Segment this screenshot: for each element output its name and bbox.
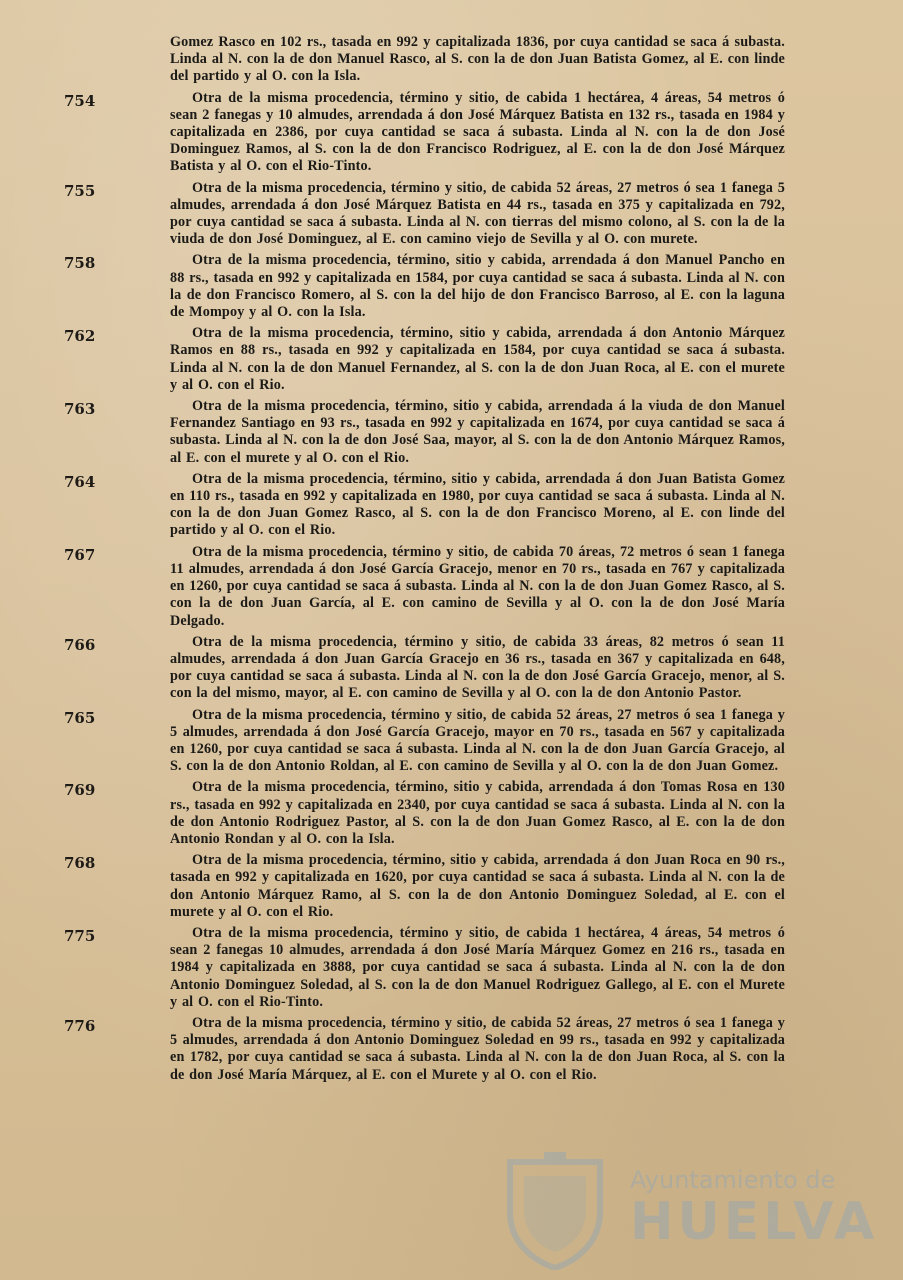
entry-text: Otra de la misma procedencia, término, sitio y cabida, arrendada á don Manuel Pancho en 88 rs., tasada en 992 y capitalizada en 1584, por cuya cantidad se saca á subasta. Linda al N. con la de don Francisco Romero, al S. con la del hijo de don Francisco Barroso, al E. con la laguna de Mompoy y al O. con la Isla. xyxy=(170,252,785,321)
entry-text: Otra de la misma procedencia, término y sitio, de cabida 70 áreas, 72 metros ó sean 1 fanega 11 almudes, arrendada á don José García Gracejo, menor en 70 rs., tasada en 767 y capitalizada en 1260, por cuya cantidad se saca á subasta. Linda al N. con la de don Juan Gomez Rasco, al S. con la de don Juan García, al E. con camino de Sevilla y al O. con la de don José María Delgado. xyxy=(170,543,785,629)
entry-text: Otra de la misma procedencia, término, sitio y cabida, arrendada á don Tomas Rosa en 130 rs., tasada en 992 y capitalizada en 2340, por cuya cantidad se saca á subasta. Linda al N. con la de don Antonio Rodriguez Pastor, al S. con la de don Juan Gomez Rasco, al E. con la de don Antonio Rondan y al O. con la Isla. xyxy=(170,779,785,847)
entry-text: Otra de la misma procedencia, término, sitio y cabida, arrendada á don Antonio Márquez Ramos en 88 rs., tasada en 992 y capitalizada en 1584, por cuya cantidad se saca á subasta. Linda al N. con la de don Manuel Fernandez, al S. con la de don Juan Roca, al E. con el murete y al O. con el Rio. xyxy=(170,325,785,393)
entry-755 xyxy=(0,180,903,249)
entry-769 xyxy=(0,779,903,848)
entry-number: 763 xyxy=(64,400,96,419)
entry-768 xyxy=(0,852,903,921)
entry-number: 769 xyxy=(64,781,96,800)
entry-number: 764 xyxy=(64,472,96,491)
entry-text: Otra de la misma procedencia, término y sitio, de cabida 52 áreas, 27 metros ó sea 1 fanega 5 almudes, arrendada á don José Márquez Batista en 44 rs., tasada en 375 y capitalizada en 792, por cuya cantidad se saca á subasta. Linda al N. con tierras del mismo colono, al S. con la de la viuda de don José Dominguez, al E. con camino viejo de Sevilla y al O. con murete. xyxy=(170,179,785,248)
entry-text: Gomez Rasco en 102 rs., tasada en 992 y capitalizada 1836, por cuya cantidad se saca á subasta. Linda al N. con la de don Manuel Rasco, al S. con la de don Juan Batista Gomez, al E. con linde del partido y al O. con la Isla. xyxy=(170,34,785,85)
entry-number: 762 xyxy=(64,327,96,346)
watermark-line2: HUELVA xyxy=(630,1192,879,1252)
entry-number: 776 xyxy=(64,1016,96,1035)
entry-number: 768 xyxy=(64,854,96,873)
entry-number: 754 xyxy=(64,91,96,110)
entry-number: 766 xyxy=(64,635,96,654)
entry-text: Otra de la misma procedencia, término y sitio, de cabida 1 hectárea, 4 áreas, 54 metros ó sean 2 fanegas y 10 almudes, arrendada á don José Márquez Batista en 132 rs., tasada en 1984 y capitalizada en 2386, por cuya cantidad se saca á subasta. Linda al N. con la de don José Dominguez Ramos, al S. con la de don Francisco Rodriguez, al E. con la de don José Márquez Batista y al O. con el Rio-Tinto. xyxy=(170,89,785,175)
entry-number: 765 xyxy=(64,708,96,727)
entry-text: Otra de la misma procedencia, término y sitio, de cabida 52 áreas, 27 metros ó sea 1 fanega y 5 almudes, arrendada á don José García Gracejo, mayor en 70 rs., tasada en 567 y capitalizada en 1260, por cuya cantidad se saca á subasta. Linda al N. con la de don Juan García Gracejo, al S. con la de don Antonio Roldan, al E. con camino de Sevilla y al O. con la de don Juan Gomez. xyxy=(170,706,785,775)
entry-text: Otra de la misma procedencia, término, sitio y cabida, arrendada á don Juan Batista Gomez en 110 rs., tasada en 992 y capitalizada en 1980, por cuya cantidad se saca á subasta. Linda al N. con la de don Juan Gomez Rasco, al S. con la de don Francisco Moreno, al E. con linde del partido y al O. con el Rio. xyxy=(170,470,785,539)
entry-758 xyxy=(0,252,903,321)
entry-767 xyxy=(0,544,903,630)
entry-762 xyxy=(0,325,903,394)
entry-continuation xyxy=(0,34,903,86)
entry-text: Otra de la misma procedencia, término y sitio, de cabida 33 áreas, 82 metros ó sean 11 almudes, arrendada á don Juan García Gracejo en 36 rs., tasada en 367 y capitalizada en 648, por cuya cantidad se saca á subasta. Linda al N. con la de don José García Gracejo, menor, al S. con la del mismo, mayor, al E. con camino de Sevilla y al O. con la de don Antonio Pastor. xyxy=(170,633,785,702)
entry-text: Otra de la misma procedencia, término y sitio, de cabida 1 hectárea, 4 áreas, 54 metros ó sean 2 fanegas 10 almudes, arrendada á don José María Márquez Gomez en 216 rs., tasada en 1984 y capitalizada en 3888, por cuya cantidad se saca á subasta. Linda al N. con la de don Antonio Dominguez Soledad, al S. con la de don Manuel Rodriguez Gallego, al E. con el Murete y al O. con el Rio-Tinto. xyxy=(170,924,785,1010)
entry-765 xyxy=(0,707,903,776)
entry-754 xyxy=(0,90,903,176)
entry-text: Otra de la misma procedencia, término y sitio, de cabida 52 áreas, 27 metros ó sea 1 fanega y 5 almudes, arrendada á don Antonio Dominguez Soledad en 99 rs., tasada en 992 y capitalizada en 1782, por cuya cantidad se saca á subasta. Linda al N. con la de don Juan Roca, al S. con la de don José María Márquez, al E. con el Murete y al O. con el Rio. xyxy=(170,1014,785,1083)
coat-of-arms-icon xyxy=(500,1152,610,1270)
entry-text: Otra de la misma procedencia, término, sitio y cabida, arrendada á la viuda de don Manuel Fernandez Santiago en 93 rs., tasada en 992 y capitalizada en 1674, por cuya cantidad se saca á subasta. Linda al N. con la de don José Saa, mayor, al S. con la de don Antonio Márquez Ramos, al E. con el murete y al O. con el Rio. xyxy=(170,398,785,466)
entries-list xyxy=(0,34,903,1088)
entry-number: 775 xyxy=(64,926,96,945)
watermark-line1: Ayuntamiento de xyxy=(630,1166,836,1194)
entry-764 xyxy=(0,471,903,540)
entry-776 xyxy=(0,1015,903,1084)
entry-text: Otra de la misma procedencia, término, sitio y cabida, arrendada á don Juan Roca en 90 rs., tasada en 992 y capitalizada en 1620, por cuya cantidad se saca á subasta. Linda al N. con la de don Antonio Márquez Ramo, al S. con la de don Antonio Dominguez Soledad, al E. con el murete y al O. con el Rio. xyxy=(170,852,785,920)
entry-766 xyxy=(0,634,903,703)
entry-763 xyxy=(0,398,903,467)
entry-number: 767 xyxy=(64,545,96,564)
watermark xyxy=(470,1140,879,1270)
entry-number: 755 xyxy=(64,181,96,200)
entry-775 xyxy=(0,925,903,1011)
entry-number: 758 xyxy=(64,254,96,273)
